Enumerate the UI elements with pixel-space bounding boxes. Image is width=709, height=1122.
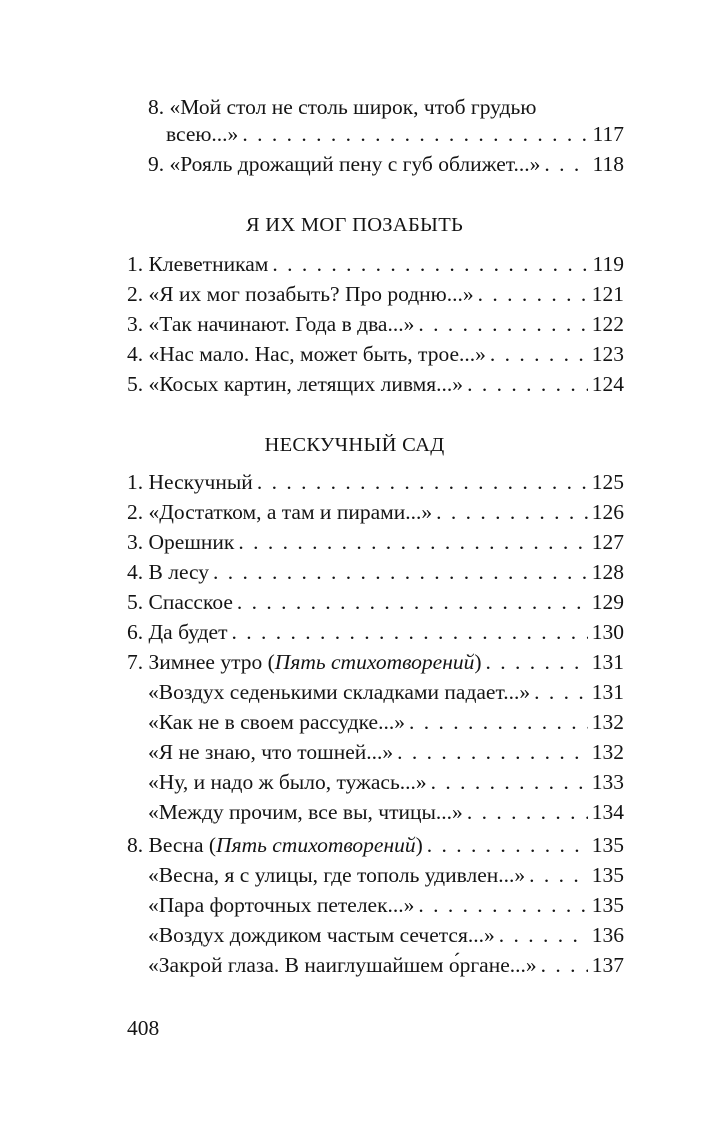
entry-title: В лесу bbox=[148, 560, 210, 584]
entry-number: 8. bbox=[127, 833, 144, 857]
dot-leader bbox=[541, 950, 588, 980]
entry-number: 7. bbox=[127, 650, 144, 674]
page-number: 121 bbox=[591, 282, 624, 306]
entry-title: Клеветникам bbox=[148, 252, 269, 276]
toc-entry bbox=[127, 557, 624, 587]
page-number: 136 bbox=[591, 923, 624, 947]
toc-entry bbox=[127, 467, 624, 497]
toc-entry bbox=[127, 249, 624, 279]
toc-entry-8-line2 bbox=[166, 119, 624, 149]
dot-leader bbox=[231, 617, 587, 647]
dot-leader bbox=[431, 767, 588, 797]
entry-number: 5. bbox=[127, 590, 144, 614]
entry-title: «Косых картин, летящих ливмя...» bbox=[148, 372, 464, 396]
entry-number: 8. bbox=[148, 95, 165, 119]
entry-number: 4. bbox=[127, 342, 144, 366]
page-number: 125 bbox=[591, 470, 624, 494]
dot-leader bbox=[436, 497, 588, 527]
page-number: 122 bbox=[591, 312, 624, 336]
entry-number: 5. bbox=[127, 372, 144, 396]
toc-entry bbox=[127, 309, 624, 339]
dot-leader bbox=[418, 309, 587, 339]
toc-subentry bbox=[148, 890, 624, 920]
page-number: 128 bbox=[591, 560, 624, 584]
entry-number: 3. bbox=[127, 312, 144, 336]
entry-title: Спасское bbox=[148, 590, 233, 614]
dot-leader bbox=[467, 369, 588, 399]
page-number: 134 bbox=[591, 800, 624, 824]
entry-number: 6. bbox=[127, 620, 144, 644]
dot-leader bbox=[397, 737, 588, 767]
page-number: 135 bbox=[591, 833, 624, 857]
dot-leader bbox=[534, 677, 588, 707]
page-number: 130 bbox=[591, 620, 624, 644]
entry-title: «Ну, и надо ж было, тужась...» bbox=[148, 770, 427, 794]
entry-title: «Воздух дождиком частым сечется...» bbox=[148, 923, 495, 947]
toc-entry-8-line1 bbox=[148, 92, 536, 122]
page-number: 133 bbox=[591, 770, 624, 794]
dot-leader bbox=[490, 339, 588, 369]
page-number: 131 bbox=[591, 680, 624, 704]
dot-leader bbox=[418, 890, 587, 920]
entry-title: «Воздух седенькими складками падает...» bbox=[148, 680, 531, 704]
page-number: 132 bbox=[591, 710, 624, 734]
dot-leader bbox=[499, 920, 588, 950]
entry-title: Нескучный bbox=[148, 470, 253, 494]
dot-leader bbox=[427, 830, 588, 860]
entry-number: 1. bbox=[127, 252, 144, 276]
toc-entry bbox=[127, 527, 624, 557]
page-number: 117 bbox=[592, 122, 624, 146]
entry-title: «Рояль дрожащий пену с губ оближет...» bbox=[169, 152, 541, 176]
toc-subentry bbox=[148, 920, 624, 950]
toc-entry bbox=[127, 617, 624, 647]
dot-leader bbox=[467, 797, 588, 827]
dot-leader bbox=[409, 707, 588, 737]
entry-title: «Мой стол не столь широк, чтоб грудью bbox=[169, 95, 537, 119]
entry-title: «Пара форточных петелек...» bbox=[148, 893, 415, 917]
entry-number: 2. bbox=[127, 500, 144, 524]
toc-subentry bbox=[148, 797, 624, 827]
page-number: 135 bbox=[591, 893, 624, 917]
page-number: 137 bbox=[591, 953, 624, 977]
entry-number: 1. bbox=[127, 470, 144, 494]
dot-leader bbox=[238, 527, 587, 557]
dot-leader bbox=[529, 860, 588, 890]
page-number: 119 bbox=[592, 252, 624, 276]
folio-page-number: 408 bbox=[127, 1016, 160, 1040]
entry-title-close: ) bbox=[415, 833, 423, 857]
toc-subentry bbox=[148, 767, 624, 797]
entry-title: «Нас мало. Нас, может быть, трое...» bbox=[148, 342, 486, 366]
page-number: 124 bbox=[591, 372, 624, 396]
page-number: 135 bbox=[591, 863, 624, 887]
entry-title: «Весна, я с улицы, где тополь удивлен...» bbox=[148, 863, 526, 887]
entry-title: «Как не в своем рассудке...» bbox=[148, 710, 405, 734]
dot-leader bbox=[544, 149, 588, 179]
entry-number: 2. bbox=[127, 282, 144, 306]
toc-subentry bbox=[148, 707, 624, 737]
dot-leader bbox=[478, 279, 588, 309]
dot-leader bbox=[242, 119, 588, 149]
entry-number: 3. bbox=[127, 530, 144, 554]
entry-number: 4. bbox=[127, 560, 144, 584]
dot-leader bbox=[213, 557, 588, 587]
toc-subentry bbox=[148, 860, 624, 890]
entry-title: «Я не знаю, что тошней...» bbox=[148, 740, 394, 764]
dot-leader bbox=[272, 249, 588, 279]
entry-title: Весна ( bbox=[148, 833, 217, 857]
toc-entry-spring bbox=[127, 830, 624, 860]
page-number: 129 bbox=[591, 590, 624, 614]
entry-title-close: ) bbox=[474, 650, 482, 674]
toc-subentry bbox=[148, 950, 624, 980]
toc-entry bbox=[127, 369, 624, 399]
page-number: 118 bbox=[592, 152, 624, 176]
entry-title: «Так начинают. Года в два...» bbox=[148, 312, 415, 336]
toc-entry-9 bbox=[148, 149, 624, 179]
page-number: 132 bbox=[591, 740, 624, 764]
toc-entry bbox=[127, 279, 624, 309]
entry-title: «Достатком, а там и пирами...» bbox=[148, 500, 433, 524]
entry-title: всею...» bbox=[166, 122, 239, 146]
page-number: 126 bbox=[591, 500, 624, 524]
dot-leader bbox=[486, 647, 588, 677]
toc-subentry bbox=[148, 737, 624, 767]
dot-leader bbox=[257, 467, 588, 497]
toc-entry bbox=[127, 497, 624, 527]
toc-entry bbox=[127, 587, 624, 617]
section-heading-garden: НЕСКУЧНЫЙ САД bbox=[264, 434, 445, 456]
toc-entry-winter bbox=[127, 647, 624, 677]
entry-title: «Я их мог позабыть? Про родню...» bbox=[148, 282, 474, 306]
dot-leader bbox=[237, 587, 588, 617]
page-number: 123 bbox=[591, 342, 624, 366]
entry-title: Орешник bbox=[148, 530, 235, 554]
entry-title: «Закрой глаза. В наиглушайшем о́ргане...» bbox=[148, 953, 537, 977]
toc-subentry bbox=[148, 677, 624, 707]
page-number: 131 bbox=[591, 650, 624, 674]
entry-number: 9. bbox=[148, 152, 165, 176]
section-heading-forget: Я ИХ МОГ ПОЗАБЫТЬ bbox=[245, 214, 464, 236]
page-number: 127 bbox=[591, 530, 624, 554]
entry-title: «Между прочим, все вы, чтицы...» bbox=[148, 800, 463, 824]
entry-subtitle-italic: Пять стихотворений bbox=[274, 650, 475, 674]
entry-title: Зимнее утро ( bbox=[148, 650, 275, 674]
toc-entry bbox=[127, 339, 624, 369]
entry-title: Да будет bbox=[148, 620, 228, 644]
entry-subtitle-italic: Пять стихотворений bbox=[216, 833, 416, 857]
